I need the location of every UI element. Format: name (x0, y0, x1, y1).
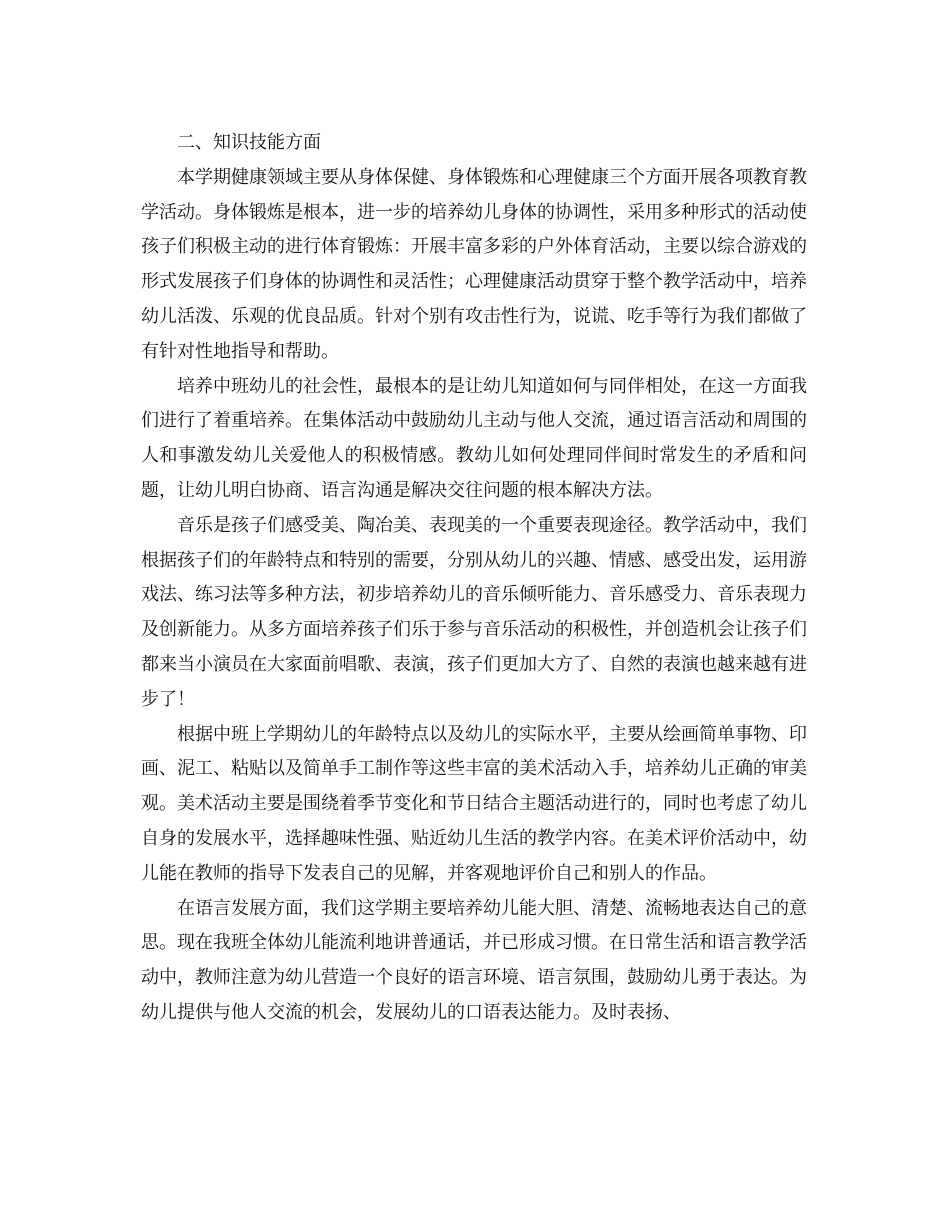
paragraph-art: 根据中班上学期幼儿的年龄特点以及幼儿的实际水平，主要从绘画简单事物、印画、泥工、粘贴以及简单手工制作等这些丰富的美术活动入手，培养幼儿正确的审美观。美术活动主要是围绕着季节变化和节日结合主题活动进行的，同时也考虑了幼儿自身的发展水平，选择趣味性强、贴近幼儿生活的教学内容。在美术评价活动中，幼儿能在教师的指导下发表自己的见解，并客观地评价自己和别人的作品。 (141, 723, 807, 884)
section-heading: 二、知识技能方面 (177, 132, 321, 153)
paragraph-social: 培养中班幼儿的社会性，最根本的是让幼儿知道如何与同伴相处，在这一方面我们进行了着重培养。在集体活动中鼓励幼儿主动与他人交流，通过语言活动和周围的人和事激发幼儿关爱他人的积极情感。教幼儿如何处理同伴间时常发生的矛盾和问题，让幼儿明白协商、语言沟通是解决交往问题的根本解决方法。 (141, 375, 807, 501)
paragraph-music: 音乐是孩子们感受美、陶冶美、表现美的一个重要表现途径。教学活动中，我们根据孩子们的年龄特点和特别的需要，分别从幼儿的兴趣、情感、感受出发，运用游戏法、练习法等多种方法，初步培养幼儿的音乐倾听能力、音乐感受力、音乐表现力及创新能力。从多方面培养孩子们乐于参与音乐活动的积极性，并创造机会让孩子们都来当小演员在大家面前唱歌、表演，孩子们更加大方了、自然的表演也越来越有进步了！ (141, 514, 807, 710)
document-body (141, 126, 807, 1031)
paragraph-health: 本学期健康领域主要从身体保健、身体锻炼和心理健康三个方面开展各项教育教学活动。身体锻炼是根本，进一步的培养幼儿身体的协调性，采用多种形式的活动使孩子们积极主动的进行体育锻炼：开展丰富多彩的户外体育活动，主要以综合游戏的形式发展孩子们身体的协调性和灵活性；心理健康活动贯穿于整个教学活动中，培养幼儿活泼、乐观的优良品质。针对个别有攻击性行为，说谎、吃手等行为我们都做了有针对性地指导和帮助。 (141, 166, 807, 362)
paragraph-language: 在语言发展方面，我们这学期主要培养幼儿能大胆、清楚、流畅地表达自己的意思。现在我班全体幼儿能流利地讲普通话，并已形成习惯。在日常生活和语言教学活动中，教师注意为幼儿营造一个良好的语言环境、语言氛围，鼓励幼儿勇于表达。为幼儿提供与他人交流的机会，发展幼儿的口语表达能力。及时表扬、 (141, 897, 807, 1023)
